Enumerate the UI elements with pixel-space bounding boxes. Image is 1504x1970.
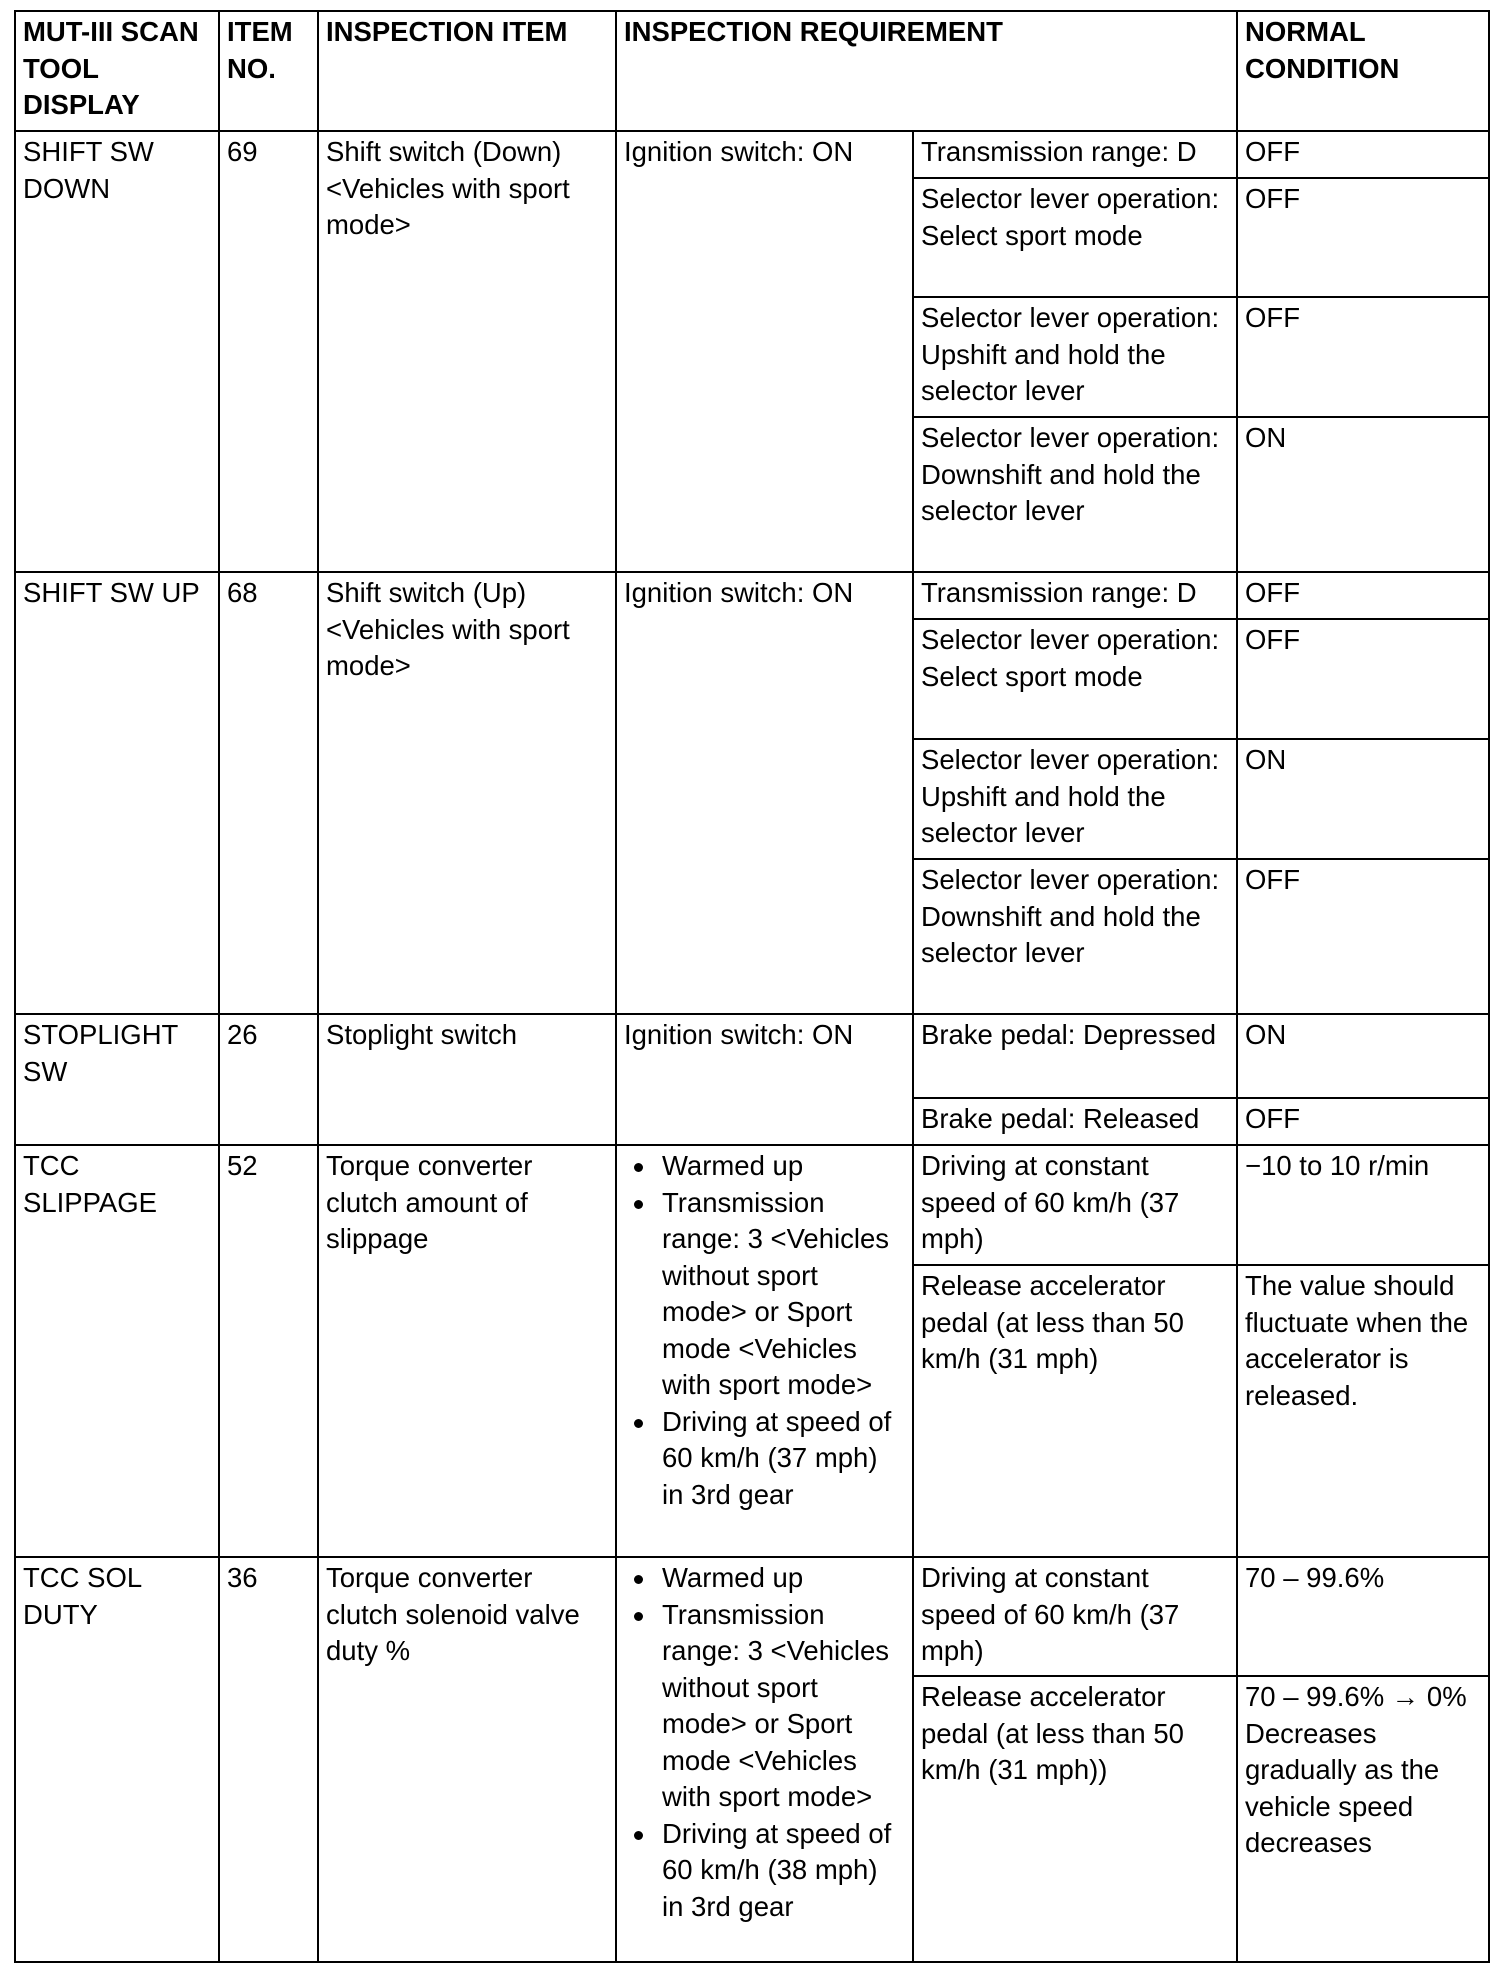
cell-item-no: 52 xyxy=(219,1145,318,1557)
header-inspection-requirement: INSPECTION REQUIREMENT xyxy=(616,11,1237,131)
cell-inspection-item: Shift switch (Down) <Vehicles with sport mode> xyxy=(318,131,616,572)
cell-normal: The value should fluctuate when the accelerator is released. xyxy=(1237,1265,1489,1557)
requirement-list xyxy=(624,1560,906,1925)
cell-normal: OFF xyxy=(1237,297,1489,417)
list-item: Driving at speed of 60 km/h (37 mph) in 3rd gear xyxy=(624,1404,906,1514)
cell-normal: ON xyxy=(1237,417,1489,572)
cell-inspection-item: Shift switch (Up) <Vehicles with sport mode> xyxy=(318,572,616,1014)
cell-display: SHIFT SW UP xyxy=(15,572,219,1014)
cell-condition: Selector lever operation: Upshift and hold the selector lever xyxy=(913,739,1237,859)
list-item: Warmed up xyxy=(624,1560,906,1597)
cell-condition: Release accelerator pedal (at less than 50 km/h (31 mph) xyxy=(913,1265,1237,1557)
cell-normal: ON xyxy=(1237,1014,1489,1098)
cell-item-no: 26 xyxy=(219,1014,318,1145)
cell-requirement-list xyxy=(616,1145,913,1557)
list-item: Warmed up xyxy=(624,1148,906,1185)
cell-condition: Selector lever operation: Select sport mode xyxy=(913,178,1237,297)
cell-normal: OFF xyxy=(1237,178,1489,297)
cell-normal: OFF xyxy=(1237,859,1489,1014)
cell-condition: Selector lever operation: Downshift and hold the selector lever xyxy=(913,859,1237,1014)
cell-display: TCC SLIPPAGE xyxy=(15,1145,219,1557)
table-row xyxy=(15,1557,1489,1676)
cell-normal: ON xyxy=(1237,739,1489,859)
inspection-table xyxy=(14,10,1490,1963)
header-display: MUT-III SCAN TOOL DISPLAY xyxy=(15,11,219,131)
cell-condition: Brake pedal: Depressed xyxy=(913,1014,1237,1098)
cell-inspection-item: Torque converter clutch solenoid valve duty % xyxy=(318,1557,616,1962)
cell-requirement: Ignition switch: ON xyxy=(616,1014,913,1145)
list-item: Transmission range: 3 <Vehicles without sport mode> or Sport mode <Vehicles with sport mode> xyxy=(624,1597,906,1816)
table-row xyxy=(15,1014,1489,1098)
cell-requirement-list xyxy=(616,1557,913,1962)
cell-condition: Selector lever operation: Upshift and hold the selector lever xyxy=(913,297,1237,417)
header-inspection-item: INSPECTION ITEM xyxy=(318,11,616,131)
header-row xyxy=(15,11,1489,131)
cell-condition: Transmission range: D xyxy=(913,572,1237,619)
cell-item-no: 69 xyxy=(219,131,318,572)
cell-normal: OFF xyxy=(1237,572,1489,619)
cell-normal: OFF xyxy=(1237,1098,1489,1145)
cell-requirement: Ignition switch: ON xyxy=(616,572,913,1014)
cell-normal: −10 to 10 r/min xyxy=(1237,1145,1489,1265)
table-row xyxy=(15,572,1489,619)
list-item: Driving at speed of 60 km/h (38 mph) in 3rd gear xyxy=(624,1816,906,1926)
cell-inspection-item: Torque converter clutch amount of slippage xyxy=(318,1145,616,1557)
cell-normal: OFF xyxy=(1237,619,1489,739)
cell-normal: 70 – 99.6% → 0% Decreases gradually as the vehicle speed decreases xyxy=(1237,1676,1489,1962)
cell-condition: Driving at constant speed of 60 km/h (37 mph) xyxy=(913,1557,1237,1676)
cell-condition: Driving at constant speed of 60 km/h (37 mph) xyxy=(913,1145,1237,1265)
list-item: Transmission range: 3 <Vehicles without sport mode> or Sport mode <Vehicles with sport mode> xyxy=(624,1185,906,1404)
cell-requirement: Ignition switch: ON xyxy=(616,131,913,572)
cell-display: SHIFT SW DOWN xyxy=(15,131,219,572)
header-normal-condition: NORMAL CONDITION xyxy=(1237,11,1489,131)
cell-item-no: 36 xyxy=(219,1557,318,1962)
table-row xyxy=(15,1145,1489,1265)
cell-condition: Brake pedal: Released xyxy=(913,1098,1237,1145)
cell-display: TCC SOL DUTY xyxy=(15,1557,219,1962)
cell-normal: OFF xyxy=(1237,131,1489,178)
cell-inspection-item: Stoplight switch xyxy=(318,1014,616,1145)
cell-condition: Release accelerator pedal (at less than 50 km/h (31 mph)) xyxy=(913,1676,1237,1962)
cell-condition: Selector lever operation: Downshift and hold the selector lever xyxy=(913,417,1237,572)
cell-item-no: 68 xyxy=(219,572,318,1014)
cell-condition: Transmission range: D xyxy=(913,131,1237,178)
cell-display: STOPLIGHT SW xyxy=(15,1014,219,1145)
table-row xyxy=(15,131,1489,178)
cell-normal: 70 – 99.6% xyxy=(1237,1557,1489,1676)
header-item-no: ITEM NO. xyxy=(219,11,318,131)
requirement-list xyxy=(624,1148,906,1513)
cell-condition: Selector lever operation: Select sport mode xyxy=(913,619,1237,739)
